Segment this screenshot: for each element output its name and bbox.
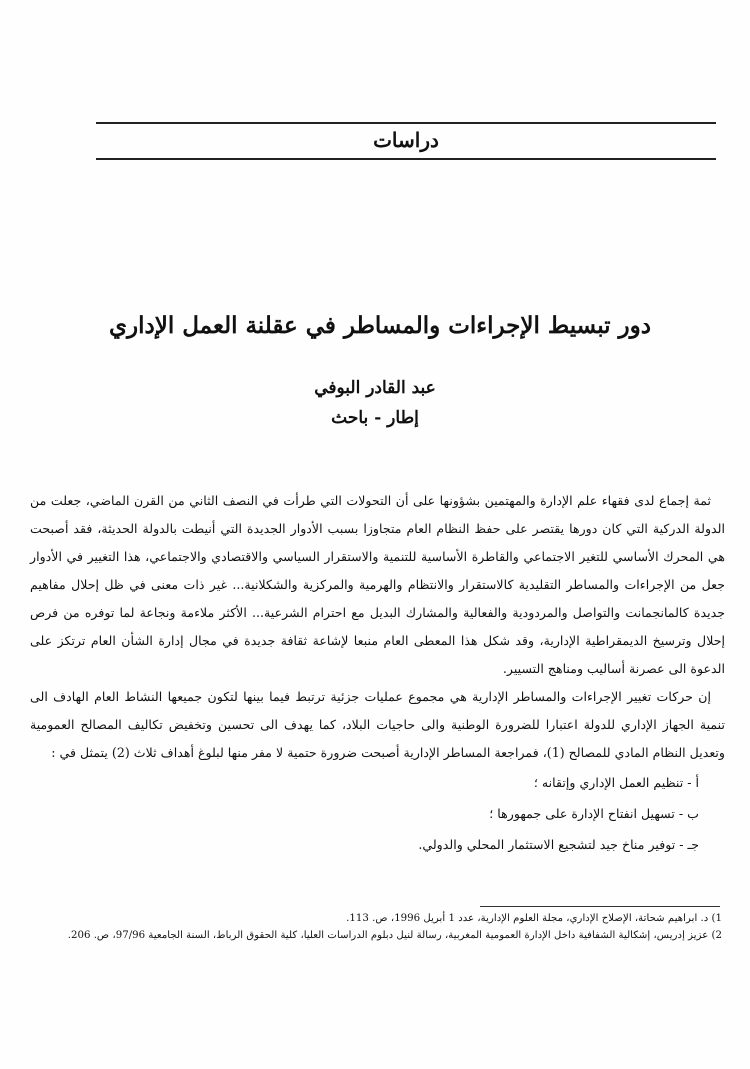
author-name: عبد القادر البوفي	[314, 378, 436, 398]
section-label: دراسات	[373, 128, 439, 152]
paragraph: إن حركات تغيير الإجراءات والمساطر الإدارية هي مجموع عمليات جزئية ترتبط فيما بينها لتكون جميعها النشاط العام الهادف الى تنمية الجهاز الإداري للدولة اعتبارا للضرورة الوطنية والى حاجيات البلاد، كما يهدف الى تحسين وتخفيض تكاليف المصالح العمومية وتعديل النظام المادي للمصالح (1)، فمراجعة المساطر الإدارية أصبحت ضرورة حتمية لا مفر منها لبلوغ أهداف ثلاث (2) يتمثل في :	[30, 689, 725, 760]
objectives-list	[30, 767, 725, 860]
article-body	[30, 487, 725, 860]
list-item: أ - تنظيم العمل الإداري وإتقانه ؛	[533, 775, 699, 790]
article-title: دور تبسيط الإجراءات والمساطر في عقلنة العمل الإداري	[109, 312, 651, 339]
footnote: 2) عزيز إدريس، إشكالية الشفافية داخل الإدارة العمومية المغربية، رسالة لنيل دبلوم الدراسات العليا، كلية الحقوق الرباط، السنة الجامعية 97/96، ص. 206.	[67, 930, 722, 941]
footnote-divider	[480, 906, 720, 907]
list-item: ب - تسهيل انفتاح الإدارة على جمهورها ؛	[489, 806, 699, 821]
footnote: 1) د. ابراهيم شحاتة، الإصلاح الإداري، مجلة العلوم الإدارية، عدد 1 أبريل 1996، ص. 113.	[346, 913, 722, 924]
header-rule-bottom	[96, 158, 716, 160]
footnotes	[30, 912, 722, 946]
list-item: جـ - توفير مناخ جيد لتشجيع الاستثمار المحلي والدولي.	[418, 837, 699, 852]
paragraph: ثمة إجماع لدى فقهاء علم الإدارة والمهتمين بشؤونها على أن التحولات التي طرأت في النصف الثاني من القرن الماضي، جعلت من الدولة الدركية التي كان دورها يقتصر على حفظ النظام العام متجاوزا بسبب الأدوار الجديدة التي أنيطت بالدولة الحديثة، فقد أصبحت هي المحرك الأساسي للتغير الاجتماعي والقاطرة الأساسية للتنمية والاستقرار السياسي والاقتصادي والاجتماعي، هذا التغيير في الأدوار جعل من الإجراءات والمساطر التقليدية كالاستقرار والانتظام والهرمية والمركزية والشكلانية... غير ذات معنى في ظل إحلال مفاهيم جديدة كالمانجمانت والتواصل والمردودية والفعالية والمشارك البديل مع احترام الشرعية... الأكثر ملاءمة ونجاعة لما توفره من فرص إحلال وترسيخ الديمقراطية الإدارية، وقد شكل هذا المعطى العام منبعا لإشاعة ثقافة جديدة في مجال إدارة الشأن العام ترتكز على الدعوة الى عصرنة أساليب ومناهج التسيير.	[30, 493, 725, 676]
header-rule-top	[96, 122, 716, 124]
author-role: إطار - باحث	[331, 408, 419, 428]
